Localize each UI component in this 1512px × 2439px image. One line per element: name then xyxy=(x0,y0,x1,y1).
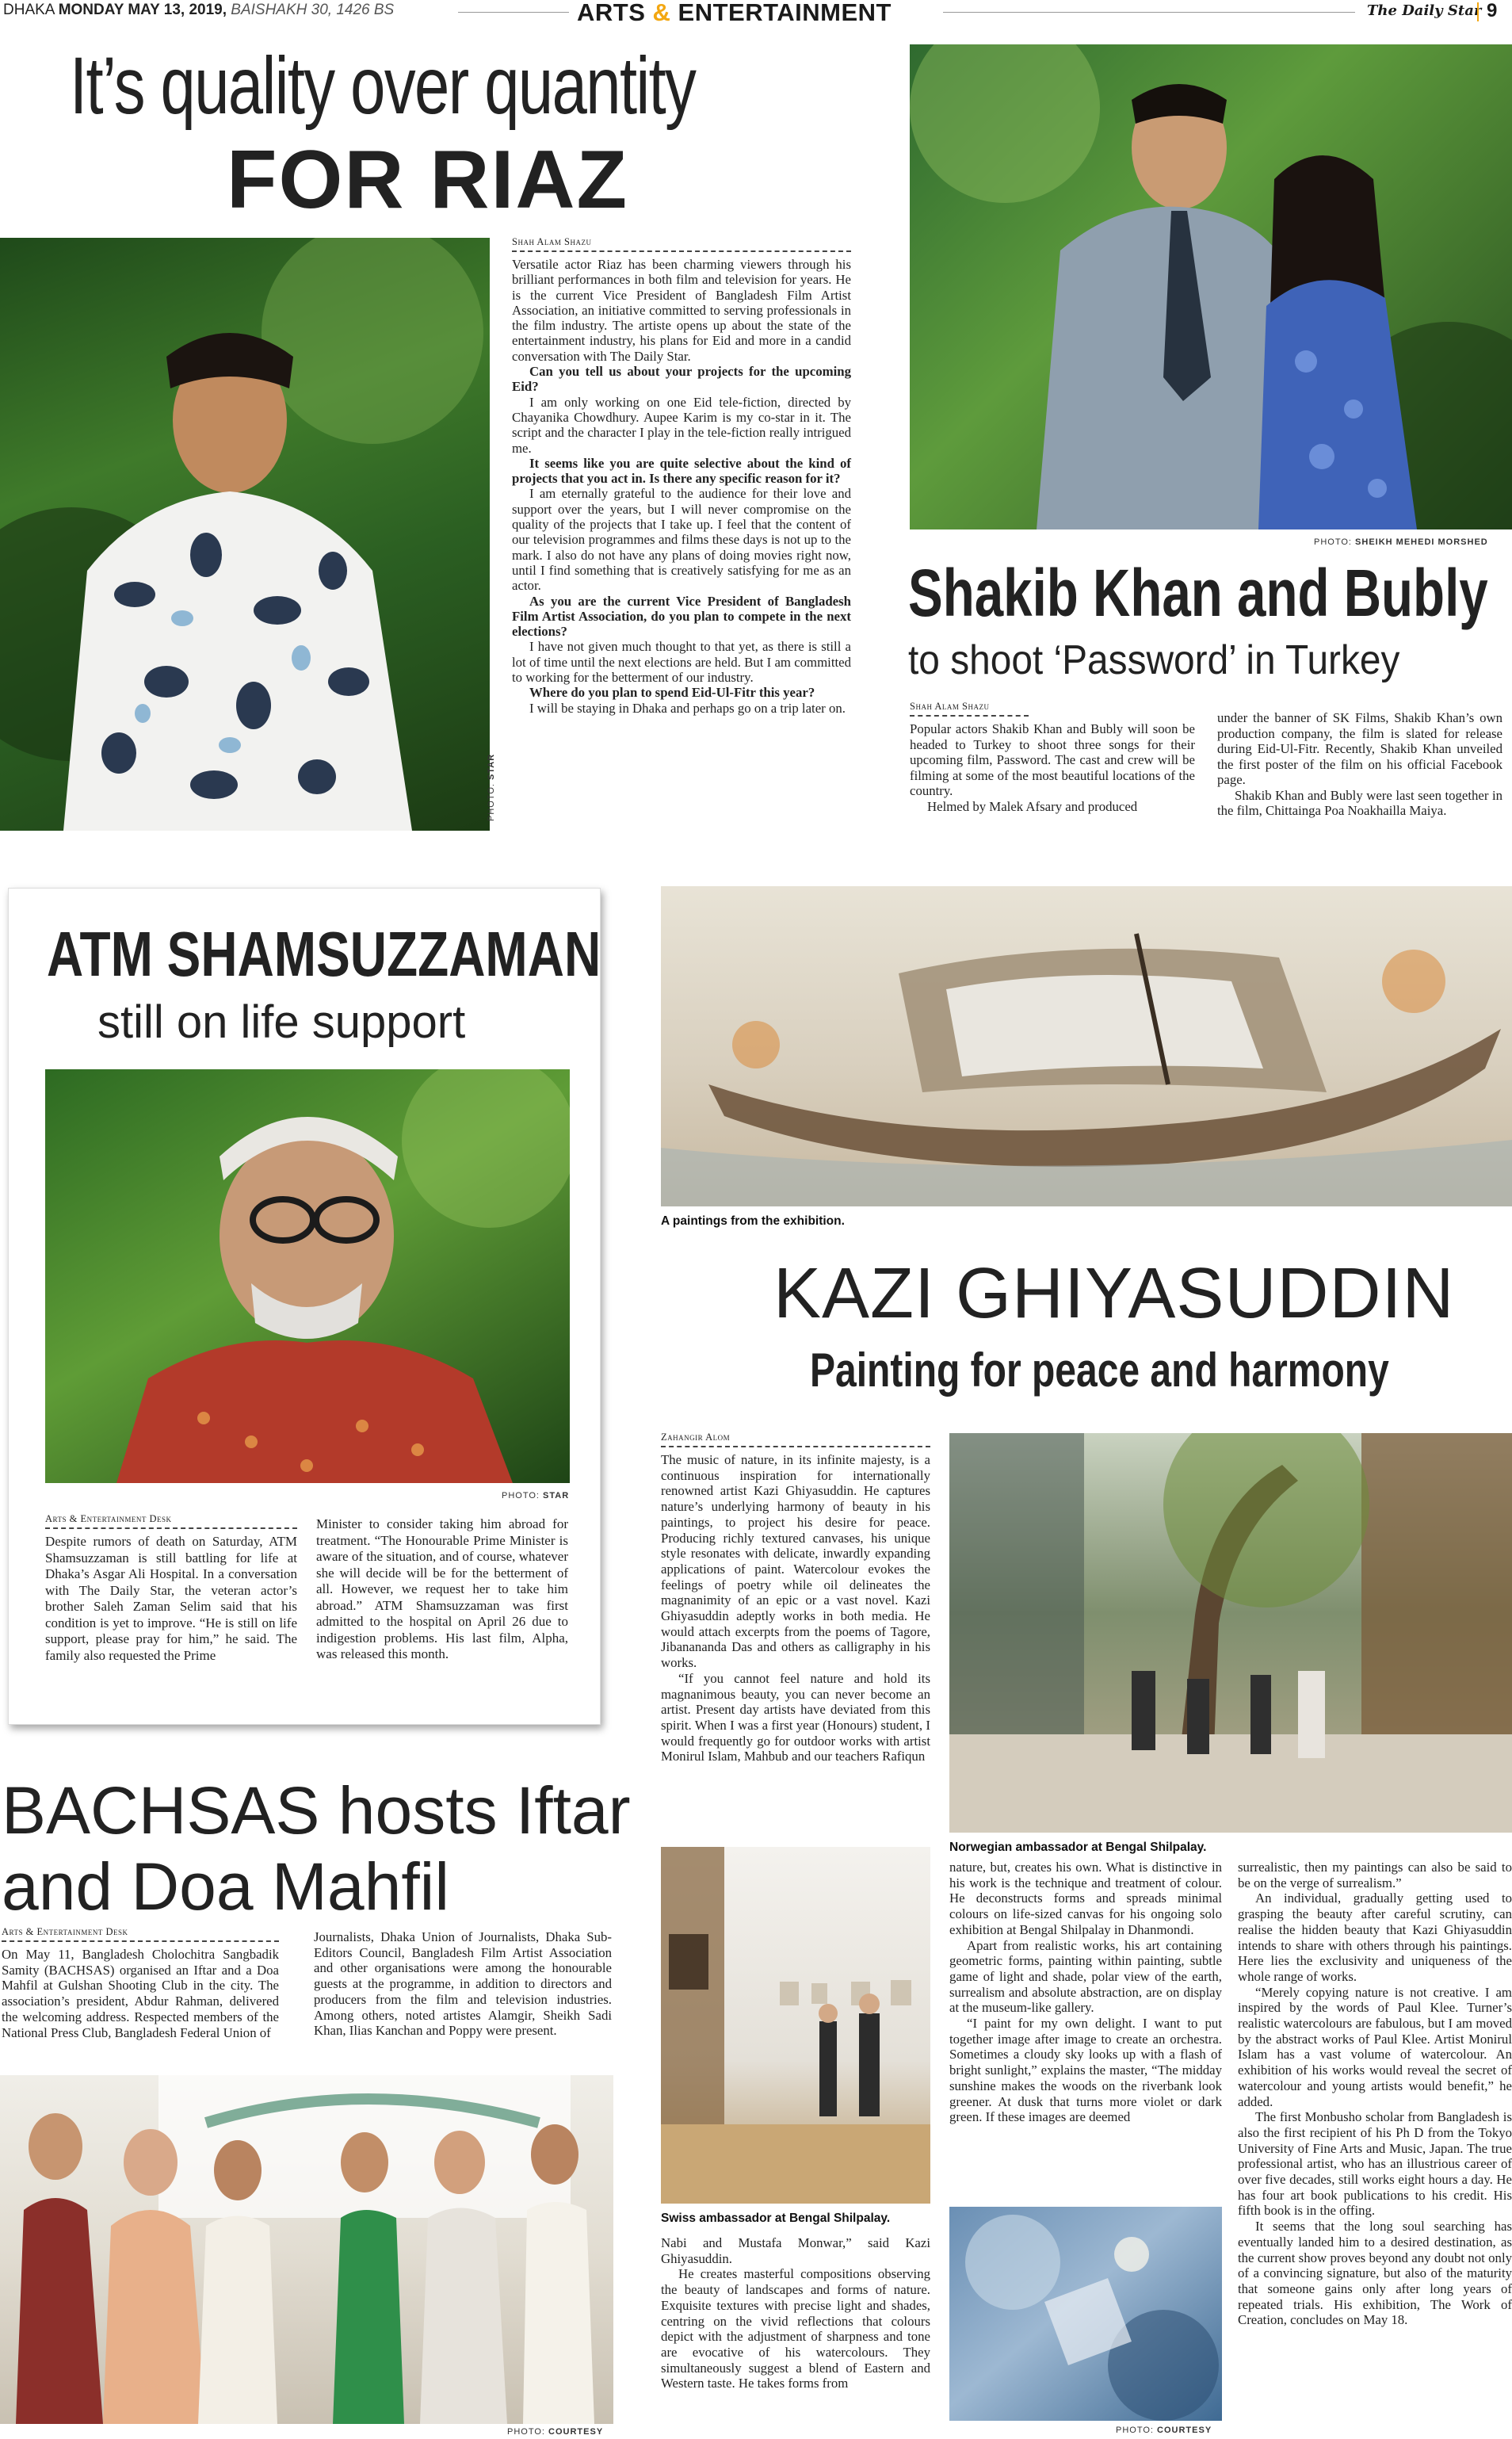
section-title-entertainment: ENTERTAINMENT xyxy=(678,0,892,26)
atm-byline: Arts & Entertainment Desk xyxy=(45,1513,297,1529)
atm-photo-art xyxy=(45,1069,570,1483)
riaz-headline-top: It’s quality over quantity xyxy=(70,40,696,131)
riaz-para-2: I am only working on one Eid tele-fiction, directed by Chayanika Chowdhury. Aupee Karim is my co-star in it. The script and the character I play in the tele-fiction really intrigued me. xyxy=(512,394,851,456)
section-title-arts: ARTS xyxy=(577,0,646,26)
bachsas-photo xyxy=(0,2075,613,2424)
riaz-para-6: I have not given much thought to that yet, as there is still a lot of time until the next elections are held. But I am committed to working for the betterment of our industry. xyxy=(512,639,851,686)
header-rule-left xyxy=(458,12,569,13)
shakib-photo-art xyxy=(910,44,1512,529)
riaz-byline: Shah Alam Shazu xyxy=(512,236,851,252)
atm-col2: Minister to consider taking him abroad for treatment. “The Honourable Prime Minister is aware of the situation, and of course, whatever she will decide will be for the betterment of all. However, we request her to take him abroad.” ATM Shamsuzzaman was first admitted to the hospital on April 26 due to indigestion problems. His last film, Alpha, was released this month. xyxy=(316,1516,568,1661)
kazi-painting-caption: A paintings from the exhibition. xyxy=(661,1214,845,1228)
shakib-col2-para-0: under the banner of SK Films, Shakib Khan’s own production company, the film is slated for release during Eid-Ul-Fitr. Recently, Shakib Khan unveiled the first poster of the film on his official Facebook page. xyxy=(1217,710,1502,787)
bachsas-byline: Arts & Entertainment Desk xyxy=(2,1926,279,1942)
shakib-col1 xyxy=(910,701,1195,814)
dateline-bengali: BAISHAKH 30, 1426 BS xyxy=(231,2,395,18)
kazi-byline: Zahangir Alom xyxy=(661,1432,930,1447)
atm-subhead: still on life support xyxy=(97,996,466,1048)
kazi-col2-para-0: nature, but, creates his own. What is distinctive in his work is the technique and treatment of colour. He deconstructs forms and spreads minimal colours on life-sized canvas for his ongoing solo exhibition at Bengal Shilpalay in Dhanmondi. xyxy=(949,1860,1222,1937)
shakib-headline: Shakib Khan and Bubly xyxy=(908,556,1488,630)
bachsas-col1 xyxy=(2,1926,279,2040)
masthead: The Daily Star xyxy=(1367,2,1482,19)
atm-photo-credit xyxy=(502,1491,569,1500)
bachsas-col2: Journalists, Dhaka Union of Journalists, Dhaka Sub-Editors Council, Bangladesh Film Artist Association and other organisations were among the honourable guests at the programme, in addition to directors and producers from the film and television industries. Among others, noted artistes Alamgir, Sheikh Sadi Khan, Ilias Kanchan and Poppy were present. xyxy=(314,1929,612,2039)
atm-col1-text: Despite rumors of death on Saturday, ATM Shamsuzzaman is still battling for life at Dhaka’s Asgar Ali Hospital. In a conversation with The Daily Star, the veteran actor’s brother Saleh Zaman Selim said that his condition is yet to improve. “He is still on life support, please pray for him,” he said. The family also requested the Prime xyxy=(45,1534,297,1663)
kazi-headline: KAZI GHIYASUDDIN xyxy=(773,1254,1455,1333)
kazi-subhead: Painting for peace and harmony xyxy=(810,1344,1389,1397)
page-header xyxy=(0,0,1512,27)
kazi-norway-photo-art xyxy=(949,1433,1512,1833)
atm-photo-credit-prefix: PHOTO: xyxy=(502,1491,540,1500)
shakib-photo-credit xyxy=(1314,537,1488,547)
riaz-photo xyxy=(0,238,490,831)
kazi-norway-photo xyxy=(949,1433,1512,1833)
riaz-headline-bottom: FOR RIAZ xyxy=(227,134,629,226)
shakib-photo-credit-prefix: PHOTO: xyxy=(1314,537,1352,547)
kazi-col1b-para-0: Nabi and Mustafa Monwar,” said Kazi Ghiyasuddin. xyxy=(661,2235,930,2266)
kazi-photo-credit-prefix: PHOTO: xyxy=(1116,2426,1154,2435)
kazi-col3-para-3: The first Monbusho scholar from Bangladesh is also the first recipient of his Ph D from the Tokyo University of Fine Arts and Music, Japan. The true professional artist, who has an illustrious career of over five decades, still works eight hours a day. He has four art book publications to his credit. His fifth book is in the offing. xyxy=(1238,2109,1512,2219)
riaz-para-7: Where do you plan to spend Eid-Ul-Fitr this year? xyxy=(529,685,815,701)
kazi-col1b-para-1: He creates masterful compositions observing the beauty of landscapes and forms of nature. Exquisite textures with precise light and shades, centring on the vivid reflections that colours depict with the adjustment of sharpness and tone are evocative of his watercolours. They simultaneously suggest a blend of Eastern and Western taste. He takes forms from xyxy=(661,2266,930,2391)
section-title xyxy=(577,0,892,27)
riaz-para-0: Versatile actor Riaz has been charming viewers through his brilliant performances in both film and television for years. He is the current Vice President of Bangladesh Film Artist Association, an initiative committed to serving professionals in the film industry. The artiste opens up about the state of the entertainment industry, his plans for Eid and more in a candid conversation with The Daily Star. xyxy=(512,257,851,364)
kazi-painting xyxy=(661,886,1512,1206)
page-number: 9 xyxy=(1487,0,1498,21)
kazi-col1-para-1: “If you cannot feel nature and hold its magnanimous beauty, you can never become an artist. Present day artists have deviated from this spirit. When I was a first year (Honours) student, I would frequently go for outdoor works with artist Monirul Islam, Mahbub and our teachers Rafiqun xyxy=(661,1670,930,1764)
bachsas-col1-text: On May 11, Bangladesh Cholochitra Sangbadik Samity (BACHSAS) organised an Iftar and a Doa Mahfil at Gulshan Shooting Club in the city. The association’s president, Abdur Rahman, delivered the welcoming address. Respected members of the National Press Club, Bangladesh Federal Union of xyxy=(2,1947,279,2040)
kazi-col1-para-0: The music of nature, in its infinite majesty, is a continuous inspiration for internationally renowned artist Kazi Ghiyasuddin. He captures nature’s underlying harmony of beauty in his paintings, to project his desire for peace. Producing richly textured canvases, his unique style resonates with delicate, inwardly expanding applications of paint. Watercolour evokes the feelings of poetry while oil delineates the magnanimity of an epic or a vast novel. Kazi Ghiyasuddin adeptly works in both media. He would attach excerpts from the poems of Tagore, Jibanananda Das and others as calligraphy in his works. xyxy=(661,1452,930,1671)
dateline-date: MONDAY MAY 13, 2019, xyxy=(58,2,227,18)
kazi-col2 xyxy=(949,1860,1222,2125)
bachsas-photo-credit-prefix: PHOTO: xyxy=(507,2427,545,2437)
shakib-col2 xyxy=(1217,710,1502,819)
bachsas-headline-line2: and Doa Mahfil xyxy=(2,1849,449,1924)
shakib-byline: Shah Alam Shazu xyxy=(910,701,1029,717)
kazi-col2-para-2: “I paint for my own delight. I want to put together image after image to create an orchestra. Sometimes a cloudy sky looks up with a flash of bright sunlight,” explains the master, “The midday sunshine makes the woods on the riverbank look greener. At dusk that turns more violet or dark green. If these images are deemed xyxy=(949,2016,1222,2125)
riaz-para-8: I will be staying in Dhaka and perhaps go on a trip later on. xyxy=(529,700,846,716)
riaz-para-5: As you are the current Vice President of Bangladesh Film Artist Association, do you plan to compete in the next elections? xyxy=(512,593,851,640)
atm-photo xyxy=(45,1069,570,1483)
atm-headline: ATM SHAMSUZZAMAN xyxy=(47,919,601,989)
riaz-article xyxy=(512,236,851,716)
riaz-photo-credit-prefix: PHOTO: xyxy=(487,783,496,821)
kazi-abstract-painting xyxy=(949,2207,1222,2421)
dateline-city: DHAKA xyxy=(3,2,55,18)
atm-col1 xyxy=(45,1513,297,1664)
dateline xyxy=(3,2,394,19)
kazi-swiss-photo xyxy=(661,1847,930,2204)
kazi-norway-caption: Norwegian ambassador at Bengal Shilpalay. xyxy=(949,1841,1207,1854)
atm-photo-credit-name: STAR xyxy=(543,1491,570,1500)
page-number-divider xyxy=(1477,2,1479,21)
header-rule-right xyxy=(943,12,1355,13)
kazi-col1 xyxy=(661,1432,930,1764)
atm-box xyxy=(8,888,601,1725)
kazi-col3-para-2: “Merely copying nature is not creative. I am inspired by the words of Paul Klee. Turner’s realistic watercolours are fabulous, but I am moved by the abstract works of Paul Klee. Artist Monirul Islam has a vast volume of watercolour. An exhibition of his works would reveal the secret of watercolour and young artists would benefit,” he added. xyxy=(1238,1984,1512,2109)
kazi-col2-para-1: Apart from realistic works, his art containing geometric forms, painting within painting, subtle game of light and shade, polar view of the earth, surrealism and absolute abstraction, are on display at the museum-like gallery. xyxy=(949,1937,1222,2016)
shakib-col1-text xyxy=(910,721,1195,814)
shakib-photo xyxy=(910,44,1512,529)
bachsas-headline-line1: BACHSAS hosts Iftar xyxy=(2,1773,631,1848)
kazi-col3-para-1: An individual, gradually getting used to grasping the beauty after careful scrutiny, can realise the hidden beauty that Kazi Ghiyasuddin intends to share with others through his paintings. Here lies the exclusivity and uniqueness of the whole range of works. xyxy=(1238,1890,1512,1984)
kazi-painting-art xyxy=(661,886,1512,1206)
shakib-col1-para-0: Popular actors Shakib Khan and Bubly will soon be headed to Turkey to shoot three songs for their upcoming film, Password. The cast and crew will be filming at some of the most beautiful locations of the country. xyxy=(910,721,1195,798)
bachsas-photo-credit xyxy=(507,2427,603,2437)
riaz-para-4: I am eternally grateful to the audience for their love and support over the years, but I will never compromise on the quality of the projects that I take up. I feel that the content of our television programmes and films these days is not up to the mark. I also do not have any plans of doing movies right now, until I find something that is creatively satisfying for me as an actor. xyxy=(512,486,851,594)
riaz-para-1: Can you tell us about your projects for the upcoming Eid? xyxy=(512,364,851,395)
kazi-col3 xyxy=(1238,1860,1512,2328)
riaz-photo-art xyxy=(0,238,490,831)
kazi-swiss-caption: Swiss ambassador at Bengal Shilpalay. xyxy=(661,2212,891,2225)
kazi-col1b xyxy=(661,2235,930,2391)
shakib-subhead: to shoot ‘Password’ in Turkey xyxy=(908,637,1400,683)
kazi-col1-text xyxy=(661,1452,930,1764)
bachsas-photo-credit-name: COURTESY xyxy=(548,2427,604,2437)
riaz-body xyxy=(512,257,851,716)
shakib-col1-para-1: Helmed by Malek Afsary and produced xyxy=(927,798,1138,814)
section-title-amp: & xyxy=(652,0,671,26)
kazi-abstract-painting-art xyxy=(949,2207,1222,2421)
kazi-col3-para-0: surrealistic, then my paintings can also be said to be on the verge of surrealism.” xyxy=(1238,1860,1512,1890)
bachsas-photo-art xyxy=(0,2075,613,2424)
riaz-photo-credit-name: STAR xyxy=(487,753,496,780)
kazi-col3-para-4: It seems that the long soul searching has eventually landed him to a desired destination, as the current show proves beyond any doubt not only of a convincing signature, but also of the maturity that someone gains only after long years of repeated trials. His exhibition, The Work of Creation, concludes on May 18. xyxy=(1238,2219,1512,2328)
shakib-col2-para-1: Shakib Khan and Bubly were last seen together in the film, Chittainga Poa Noakhailla Maiya. xyxy=(1217,787,1502,818)
shakib-photo-credit-name: SHEIKH MEHEDI MORSHED xyxy=(1355,537,1488,547)
kazi-swiss-photo-art xyxy=(661,1847,930,2204)
riaz-photo-credit xyxy=(487,754,496,821)
kazi-photo-credit xyxy=(1116,2426,1212,2435)
riaz-para-3: It seems like you are quite selective about the kind of projects that you act in. Is there any specific reason for it? xyxy=(512,455,851,487)
kazi-photo-credit-name: COURTESY xyxy=(1157,2426,1212,2435)
